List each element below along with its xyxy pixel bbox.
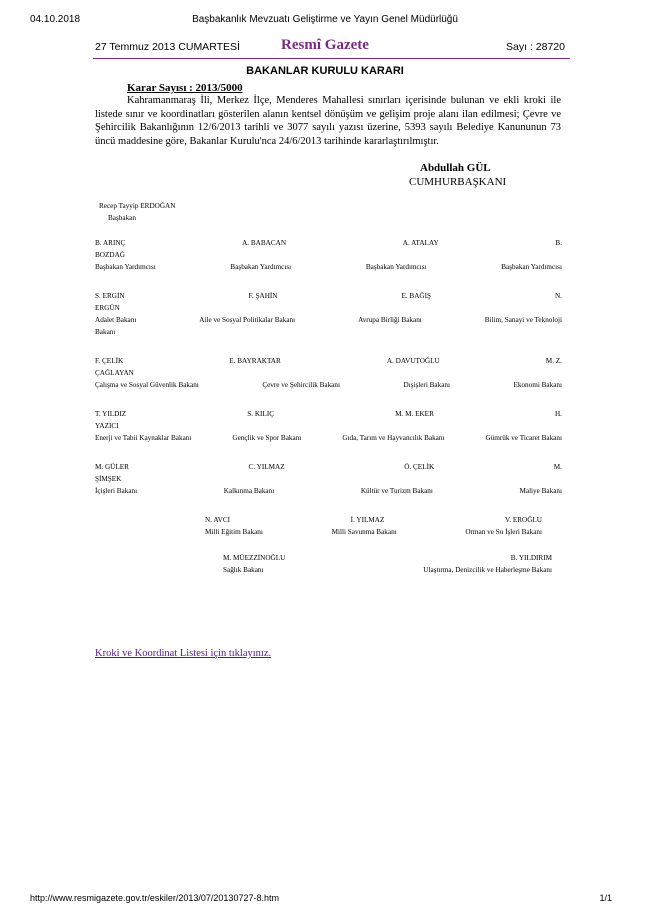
minister-title: Maliye Bakanı: [519, 487, 562, 495]
minister-name: T. YILDIZ: [95, 410, 127, 418]
minister-name: N.: [554, 292, 562, 300]
minister-title: Başbakan Yardımcısı: [95, 263, 156, 271]
minister-title: Başbakan Yardımcısı: [501, 263, 562, 271]
minister-name: F. ÇELİK: [95, 357, 124, 365]
minister-name: E. BAĞIŞ: [401, 292, 432, 300]
footer-url: http://www.resmigazete.gov.tr/eskiler/2013/07/20130727-8.htm: [30, 893, 279, 903]
minister-title: İçişleri Bakanı: [95, 487, 138, 495]
kroki-link[interactable]: Kroki ve Koordinat Listesi için tıklayınız.: [95, 648, 272, 659]
minister-name-continuation: YAZICI: [95, 422, 119, 430]
minister-name: A. DAVUTOĞLU: [386, 357, 440, 365]
minister-name: S. KILIÇ: [247, 410, 275, 418]
minister-title: Sağlık Bakanı: [223, 566, 264, 574]
minister-title: Başbakan Yardımcısı: [230, 263, 292, 271]
gazette-issue: Sayı : 28720: [506, 41, 565, 53]
minister-name: Ö. ÇELİK: [404, 463, 435, 471]
minister-title: Aile ve Sosyal Politikalar Bakanı: [199, 316, 296, 324]
minister-title: Kültür ve Turizm Bakanı: [360, 487, 433, 495]
minister-name: A. ATALAY: [402, 239, 439, 247]
section-title: BAKANLAR KURULU KARARI: [246, 65, 404, 77]
minister-name: V. EROĞLU: [504, 516, 542, 524]
signature-row: [95, 290, 562, 338]
minister-title: Enerji ve Tabii Kaynaklar Bakanı: [95, 434, 192, 442]
minister-name: B. ARINÇ: [95, 239, 126, 247]
minister-name-continuation: BOZDAĞ: [95, 251, 125, 259]
minister-name: A. BABACAN: [242, 239, 287, 247]
minister-title: Gümrük ve Ticaret Bakanı: [485, 434, 562, 442]
signature-row: [95, 408, 562, 444]
minister-title: Gıda, Tarım ve Hayvancılık Bakanı: [342, 434, 445, 442]
minister-title: Bilim, Sanayi ve Teknoloji: [484, 316, 562, 324]
minister-name: H.: [554, 410, 562, 418]
signature-block: [95, 200, 562, 576]
minister-name-continuation: ÇAĞLAYAN: [95, 369, 134, 377]
gazette-name: Resmî Gazete: [281, 37, 369, 53]
signature-row: [95, 461, 562, 497]
minister-name: B. YILDIRIM: [510, 554, 552, 562]
minister-title: Milli Eğitim Bakanı: [205, 528, 263, 536]
minister-name: B.: [555, 239, 562, 247]
minister-title: Ekonomi Bakanı: [513, 381, 562, 389]
minister-title: Kalkınma Bakanı: [223, 487, 275, 495]
decision-number: Karar Sayısı : 2013/5000: [127, 82, 243, 94]
print-date: 04.10.2018: [30, 14, 81, 25]
minister-title: Çalışma ve Sosyal Güvenlik Bakanı: [95, 381, 199, 389]
minister-name: M. GÜLER: [95, 463, 129, 471]
minister-title: Dışişleri Bakanı: [403, 381, 450, 389]
header-rule: [93, 58, 570, 59]
minister-name-continuation: ERGÜN: [95, 304, 120, 312]
minister-title: Başbakan Yardımcısı: [365, 263, 427, 271]
president-title: CUMHURBAŞKANI: [409, 176, 507, 188]
footer-page-number: 1/1: [599, 893, 612, 903]
print-header-title: Başbakanlık Mevzuatı Geliştirme ve Yayın Genel Müdürlüğü: [192, 14, 458, 25]
minister-title: Ulaştırma, Denizcilik ve Haberleşme Bakanı: [423, 566, 552, 574]
minister-title: Adalet Bakanı: [95, 316, 137, 324]
minister-name-continuation: ŞİMŞEK: [95, 475, 122, 483]
minister-name: M. M. EKER: [395, 410, 434, 418]
pm-title: Başbakan: [108, 214, 136, 222]
minister-title: Gençlik ve Spor Bakanı: [232, 434, 302, 442]
minister-name: E. BAYRAKTAR: [229, 357, 281, 365]
minister-name: S. ERGİN: [95, 292, 125, 300]
minister-name: M. MÜEZZİNOĞLU: [223, 554, 286, 562]
minister-name: N. AVCI: [205, 516, 231, 524]
pm-name: Recep Tayyip ERDOĞAN: [99, 202, 176, 210]
minister-name: C. YILMAZ: [248, 463, 285, 471]
decision-text: Kahramanmaraş İli, Merkez İlçe, Menderes Mahallesi sınırları içerisinde bulunan ve ekli kroki ile listede sınır ve koordinatları gösterilen alanın kentsel dönüşüm ve gelişim proje alanı ilan edilmesi; Çevre ve Şehircilik Bakanlığının 12/6/2013 tarihli ve 3077 sayılı yazısı üzerine, 5393 sayılı Belediye Kanununun 73 üncü maddesine göre, Bakanlar Kurulu'nca 24/6/2013 tarihinde kararlaştırılmıştır.: [95, 95, 561, 147]
gazette-date: 27 Temmuz 2013 CUMARTESİ: [95, 41, 240, 53]
minister-title: Milli Savunma Bakanı: [331, 528, 397, 536]
minister-title: Avrupa Birliği Bakanı: [358, 316, 422, 324]
minister-name: İ. YILMAZ: [350, 516, 385, 524]
president-name: Abdullah GÜL: [420, 162, 491, 174]
minister-title-continuation: Bakanı: [95, 328, 116, 336]
minister-name: M. Z.: [545, 357, 562, 365]
signature-row: [95, 237, 562, 273]
minister-title: Orman ve Su İşleri Bakanı: [465, 528, 542, 536]
minister-title: Çevre ve Şehircilik Bakanı: [262, 381, 340, 389]
minister-name: M.: [553, 463, 562, 471]
signature-row: [95, 355, 562, 391]
minister-name: F. ŞAHİN: [248, 292, 278, 300]
